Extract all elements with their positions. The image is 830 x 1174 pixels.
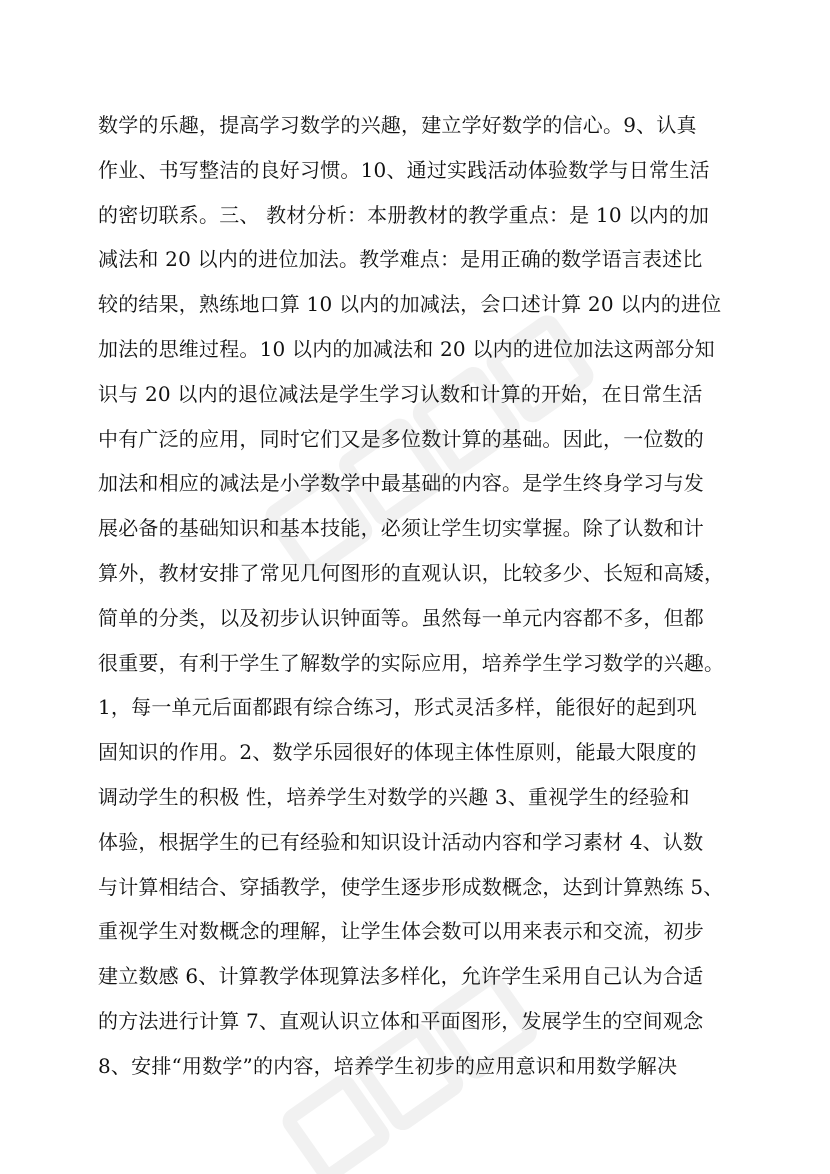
text-line: 数学的乐趣，提高学习数学的兴趣，建立学好数学的信心。9、认真 — [98, 113, 697, 137]
body-text — [98, 103, 738, 1089]
text-line: 展必备的基础知识和基本技能，必须让学生切实掌握。除了认数和计 — [98, 516, 704, 541]
text-line: 加法和相应的减法是小学数学中最基础的内容。是学生终身学习与发 — [98, 471, 704, 496]
text-line: 加法的思维过程。10 以内的加减法和 20 以内的进位加法这两部分知 — [98, 336, 715, 361]
text-line: 1，每一单元后面都跟有综合练习，形式灵活多样，能很好的起到巩 — [98, 695, 697, 720]
text-line: 简单的分类，以及初步认识钟面等。虽然每一单元内容都不多，但都 — [98, 605, 704, 630]
text-line: 体验，根据学生的已有经验和知识设计活动内容和学习素材 4、认数 — [98, 829, 704, 854]
text-line: 固知识的作用。2、数学乐园很好的体现主体性原则，能最大限度的 — [98, 740, 697, 765]
text-line: 减法和 20 以内的进位加法。教学难点：是用正确的数学语言表述比 — [98, 247, 703, 272]
text-line: 8、安排“用数学”的内容，培养学生初步的应用意识和用数学解决 — [98, 1053, 678, 1078]
text-line: 调动学生的积极 性，培养学生对数学的兴趣 3、重视学生的经验和 — [98, 784, 690, 809]
text-line: 建立数感 6、计算教学体现算法多样化，允许学生采用自己认为合适 — [98, 964, 704, 989]
text-line: 与计算相结合、穿插教学，使学生逐步形成数概念，达到计算熟练 5、 — [98, 874, 724, 899]
text-line: 算外，教材安排了常见几何图形的直观认识，比较多少、长短和高矮， — [98, 560, 725, 585]
text-line: 重视学生对数概念的理解，让学生体会数可以用来表示和交流，初步 — [98, 919, 704, 944]
text-line: 作业、书写整洁的良好习惯。10、通过实践活动体验数学与日常生活 — [98, 157, 710, 182]
text-line: 较的结果，熟练地口算 10 以内的加减法，会口述计算 20 以内的进位 — [98, 292, 722, 317]
text-line: 很重要，有利于学生了解数学的实际应用，培养学生学习数学的兴趣。 — [98, 650, 725, 675]
text-line: 中有广泛的应用，同时它们又是多位数计算的基础。因此，一位数的 — [98, 426, 704, 451]
text-line: 的密切联系。三、 教材分析：本册教材的教学重点：是 10 以内的加 — [98, 202, 710, 227]
text-line: 的方法进行计算 7、直观认识立体和平面图形，发展学生的空间观念 — [98, 1008, 704, 1033]
text-line: 识与 20 以内的退位减法是学生学习认数和计算的开始，在日常生活 — [98, 381, 703, 406]
